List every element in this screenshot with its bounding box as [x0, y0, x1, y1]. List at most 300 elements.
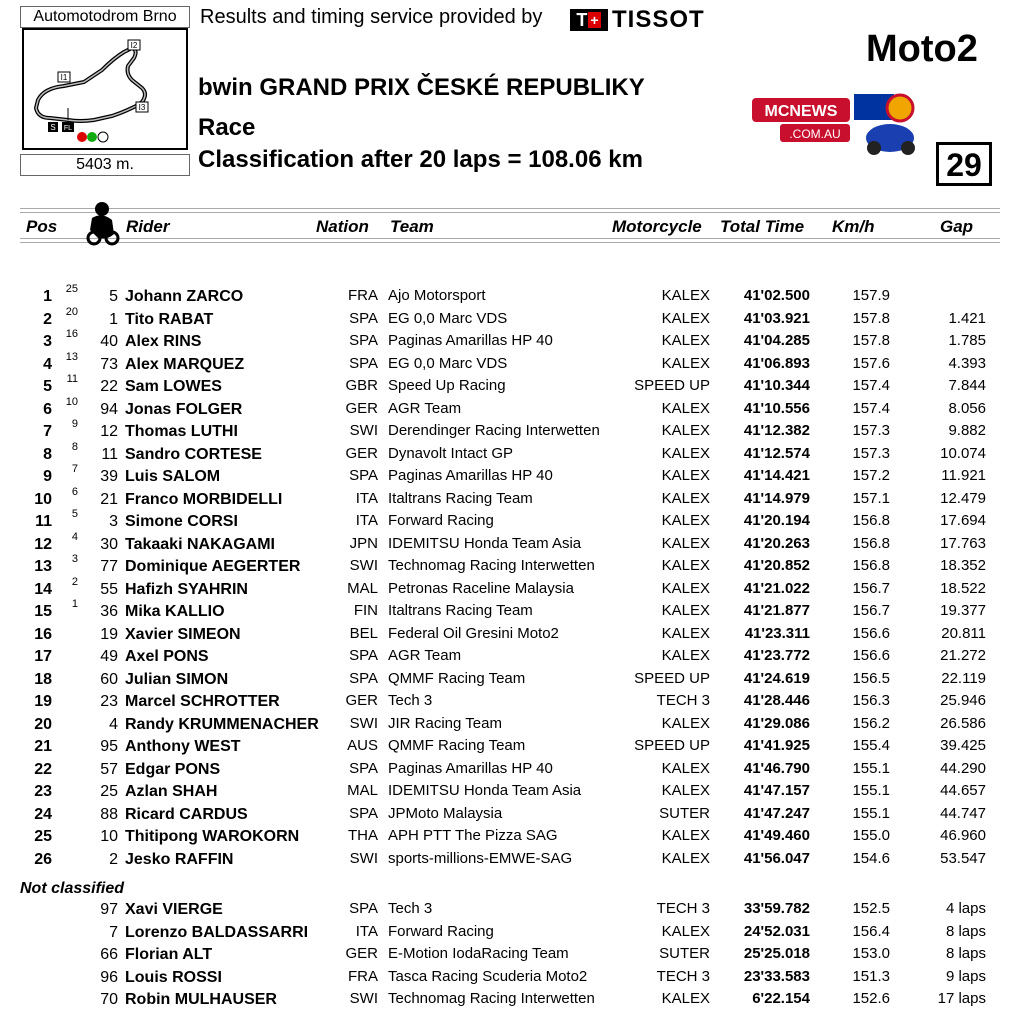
rider-name: Thomas LUTHI [125, 423, 238, 440]
rider-number: 2 [109, 850, 118, 868]
rider-number: 40 [100, 333, 118, 350]
sponsor-name: TISSOT [612, 6, 705, 33]
grid-position: 25 [65, 283, 78, 295]
motorcycle: SUTER [659, 945, 710, 962]
position: 4 [43, 355, 52, 373]
rider-name: Florian ALT [125, 946, 213, 963]
col-total-time: Total Time [720, 217, 805, 236]
gap: 26.586 [940, 714, 986, 732]
gap: 20.811 [941, 624, 986, 642]
grid-position: 13 [65, 350, 78, 363]
nation: FIN [353, 602, 378, 619]
table-row [0, 575, 1024, 602]
team: EG 0,0 Marc VDS [388, 309, 508, 327]
col-nation: Nation [316, 217, 369, 236]
motorcycle: KALEX [661, 849, 710, 867]
gap: 8.056 [948, 399, 986, 417]
gap: 44.657 [940, 782, 986, 799]
position: 22 [34, 760, 52, 778]
total-time: 33'59.782 [743, 900, 810, 917]
rider-number: 12 [100, 423, 118, 440]
nation: ITA [355, 922, 378, 940]
rule [20, 208, 1000, 209]
gap: 4.393 [948, 354, 986, 372]
table-row [0, 670, 1024, 692]
helmet-icon [887, 95, 913, 121]
nation: BEL [349, 624, 378, 642]
watermark-logo [750, 92, 936, 160]
rider-number: 70 [100, 991, 118, 1008]
nation: GBR [345, 377, 378, 394]
team: Tasca Racing Scuderia Moto2 [388, 967, 588, 985]
nation: SPA [349, 467, 378, 484]
motorcycle: KALEX [661, 624, 710, 642]
speed: 156.6 [852, 624, 890, 642]
gap: 18.352 [940, 557, 986, 574]
rider-name: Thitipong WAROKORN [125, 828, 300, 845]
speed: 152.5 [852, 900, 890, 917]
motorcycle: KALEX [661, 647, 710, 664]
col-pos: Pos [26, 217, 58, 236]
total-time: 41'10.344 [743, 377, 810, 394]
speed: 157.8 [852, 309, 890, 327]
speed: 154.6 [852, 849, 890, 867]
team: JPMoto Malaysia [388, 804, 503, 822]
team: Paginas Amarillas HP 40 [388, 467, 553, 484]
grid-position: 10 [65, 395, 78, 408]
position: 9 [43, 468, 52, 485]
grid-position: 20 [65, 305, 78, 318]
motorcycle: KALEX [661, 512, 710, 529]
rider-name: Julian SIMON [125, 670, 229, 688]
team: Paginas Amarillas HP 40 [388, 759, 553, 777]
nation: THA [348, 827, 378, 844]
nation: GER [345, 399, 378, 417]
motorcycle: SPEED UP [634, 737, 710, 754]
rider-name: Marcel SCHROTTER [125, 693, 280, 710]
position: 21 [34, 738, 52, 755]
rule [20, 242, 1000, 243]
rider-name: Alex MARQUEZ [125, 355, 245, 373]
rider-name: Mika KALLIO [125, 603, 225, 620]
total-time: 6'22.154 [752, 990, 810, 1007]
gap: 46.960 [940, 827, 986, 844]
table-row [0, 350, 1024, 377]
table-row [0, 625, 1024, 647]
position: 11 [35, 513, 52, 530]
speed: 156.4 [852, 922, 890, 940]
motorcycle: KALEX [661, 534, 710, 552]
position: 19 [34, 693, 52, 710]
team: Tech 3 [388, 692, 433, 709]
motorcycle: SPEED UP [634, 377, 710, 394]
gap: 17.694 [940, 512, 986, 529]
rider-number: 21 [100, 490, 118, 508]
col-gap: Gap [940, 217, 974, 236]
rider-name: Lorenzo BALDASSARRI [125, 923, 309, 941]
table-row [0, 827, 1024, 849]
table-row [0, 418, 1024, 444]
grid-position: 16 [65, 328, 78, 340]
rider-number: 5 [109, 288, 118, 305]
table-row [0, 923, 1024, 945]
rider-number: 19 [100, 625, 118, 643]
rider-number: 66 [100, 946, 118, 963]
position: 18 [34, 670, 52, 688]
total-time: 41'02.500 [743, 287, 810, 304]
table-row [0, 850, 1024, 872]
team: IDEMITSU Honda Team Asia [388, 534, 582, 552]
table-row [0, 647, 1024, 669]
table-row [0, 485, 1024, 512]
team: IDEMITSU Honda Team Asia [388, 782, 582, 799]
rider-number: 23 [100, 693, 118, 710]
position: 15 [34, 603, 52, 620]
gap: 9 laps [945, 967, 986, 985]
sponsor-logo [570, 6, 705, 33]
total-time: 41'12.574 [743, 444, 810, 462]
green-light-icon [87, 132, 97, 142]
rider-number: 49 [100, 648, 118, 665]
team: sports-millions-EMWE-SAG [388, 849, 573, 867]
speed: 155.1 [852, 804, 890, 822]
team: Forward Racing [388, 922, 494, 940]
speed: 152.6 [852, 990, 890, 1007]
gap: 4 laps [945, 900, 986, 917]
grid-position: 4 [71, 530, 78, 543]
grid-position: 3 [71, 553, 78, 565]
total-time: 41'10.556 [743, 399, 810, 417]
motorcycle: KALEX [661, 579, 710, 597]
table-row [0, 283, 1024, 309]
gap: 1.421 [948, 309, 986, 327]
speed: 157.6 [852, 354, 890, 372]
red-light-icon [77, 132, 87, 142]
nation: ITA [355, 489, 378, 507]
track-label-i2: I2 [130, 41, 138, 50]
nation: AUS [347, 737, 378, 754]
total-time: 24'52.031 [743, 922, 810, 940]
page-number: 29 [936, 142, 992, 186]
motorcycle: SUTER [659, 804, 710, 822]
gap: 7.844 [948, 377, 986, 394]
motorcycle: SPEED UP [634, 669, 710, 687]
speed: 153.0 [852, 945, 890, 962]
col-team: Team [390, 217, 434, 236]
track-map [22, 28, 188, 150]
rider-name: Simone CORSI [125, 513, 238, 530]
table-row [0, 508, 1024, 534]
motorcycle: KALEX [661, 287, 710, 304]
speed: 155.4 [852, 737, 890, 754]
rider-number: 25 [100, 783, 118, 800]
gap: 39.425 [940, 737, 986, 754]
total-time: 23'33.583 [743, 967, 810, 985]
speed: 155.1 [852, 759, 890, 777]
speed: 156.8 [852, 512, 890, 529]
total-time: 41'28.446 [743, 692, 810, 709]
total-time: 25'25.018 [743, 945, 810, 962]
rider-name: Luis SALOM [125, 468, 221, 485]
total-time: 41'49.460 [743, 827, 810, 844]
nation: SWI [349, 990, 378, 1007]
team: Speed Up Racing [388, 377, 506, 394]
team: QMMF Racing Team [388, 737, 526, 754]
rider-name: Dominique AEGERTER [125, 558, 301, 575]
nation: GER [345, 945, 378, 962]
gap: 25.946 [940, 692, 986, 709]
speed: 155.1 [852, 782, 890, 799]
rider-number: 57 [100, 760, 118, 778]
position: 3 [43, 333, 52, 350]
motorcycle: TECH 3 [656, 967, 710, 985]
table-row [0, 760, 1024, 782]
team: Derendinger Racing Interwetten [388, 422, 600, 439]
rider-icon [82, 200, 122, 246]
motorcycle: KALEX [661, 782, 710, 799]
rider-name: Edgar PONS [125, 760, 221, 778]
col-kmh: Km/h [832, 217, 875, 236]
gap: 17.763 [940, 534, 986, 552]
total-time: 41'56.047 [743, 849, 810, 867]
speed: 157.4 [852, 377, 890, 394]
total-time: 41'47.247 [743, 804, 810, 822]
speed: 157.8 [852, 332, 890, 349]
position: 1 [43, 288, 52, 305]
gap: 11.921 [941, 467, 986, 484]
rider-number: 3 [109, 513, 118, 530]
nation: SWI [349, 422, 378, 439]
gap: 53.547 [940, 849, 986, 867]
gap: 10.074 [940, 444, 986, 462]
nation: SWI [349, 849, 378, 867]
speed: 156.2 [852, 714, 890, 732]
rider-name: Hafizh SYAHRIN [125, 580, 248, 598]
grid-position: 2 [71, 575, 78, 588]
speed: 156.8 [852, 534, 890, 552]
nation: GER [345, 444, 378, 462]
rider-number: 36 [100, 603, 118, 620]
speed: 151.3 [852, 967, 890, 985]
team: Ajo Motorsport [388, 287, 486, 304]
table-row [0, 463, 1024, 489]
rider-number: 95 [100, 738, 118, 755]
rider-number: 10 [100, 828, 118, 845]
gap: 21.272 [940, 647, 986, 664]
grid-position: 6 [71, 485, 78, 498]
event-title: bwin GRAND PRIX ČESKÉ REPUBLIKY [198, 74, 645, 101]
speed: 157.9 [852, 287, 890, 304]
position: 14 [34, 580, 52, 598]
nation: MAL [347, 579, 378, 597]
team: Technomag Racing Interwetten [388, 557, 595, 574]
position: 6 [43, 400, 52, 418]
table-row [0, 737, 1024, 759]
not-classified-label: Not classified [20, 880, 125, 897]
team: AGR Team [388, 399, 462, 417]
table-row [0, 968, 1024, 990]
nation: GER [345, 692, 378, 709]
total-time: 41'21.022 [743, 579, 810, 597]
table-row [0, 782, 1024, 804]
rule [20, 212, 1000, 213]
team: Tech 3 [388, 900, 433, 917]
speed: 157.1 [852, 489, 890, 507]
team: APH PTT The Pizza SAG [388, 827, 558, 844]
position: 16 [34, 625, 52, 643]
rider-name: Jesko RAFFIN [125, 850, 234, 868]
nation: SPA [349, 804, 378, 822]
rider-number: 97 [100, 901, 118, 918]
rider-name: Alex RINS [125, 333, 202, 350]
total-time: 41'03.921 [743, 309, 810, 327]
timing-credit: Results and timing service provided by [200, 6, 543, 28]
team: E-Motion IodaRacing Team [388, 945, 569, 962]
speed: 155.0 [852, 827, 890, 844]
table-row [0, 715, 1024, 737]
total-time: 41'41.925 [743, 737, 810, 754]
nation: SPA [349, 759, 378, 777]
rider-name: Randy KRUMMENACHER [125, 715, 319, 733]
rider-name: Louis ROSSI [125, 968, 222, 986]
nation: SWI [349, 557, 378, 574]
position: 17 [34, 648, 52, 665]
table-row [0, 328, 1024, 354]
total-time: 41'46.790 [743, 759, 810, 777]
table-row [0, 945, 1024, 967]
total-time: 41'23.311 [744, 624, 810, 642]
nation: SPA [349, 900, 378, 917]
grid-position: 7 [71, 463, 78, 475]
nation: MAL [347, 782, 378, 799]
team: Dynavolt Intact GP [388, 444, 514, 462]
speed: 156.3 [852, 692, 890, 709]
speed: 156.7 [852, 602, 890, 619]
team: Italtrans Racing Team [388, 602, 533, 619]
motorcycle: KALEX [661, 557, 710, 574]
rider-number: 60 [100, 670, 118, 688]
rider-name: Takaaki NAKAGAMI [125, 535, 275, 553]
table-row [0, 305, 1024, 332]
speed: 156.5 [852, 669, 890, 687]
track-label-fl: FL [63, 125, 73, 132]
motorcycle: TECH 3 [656, 692, 710, 709]
nation: FRA [348, 967, 378, 985]
rider-name: Ricard CARDUS [125, 805, 248, 823]
rider-number: 96 [100, 968, 118, 986]
team: QMMF Racing Team [388, 669, 526, 687]
speed: 157.3 [852, 444, 890, 462]
motorcycle: KALEX [661, 827, 710, 844]
team: Paginas Amarillas HP 40 [388, 332, 553, 349]
rider-number: 11 [101, 445, 118, 463]
position: 8 [43, 445, 52, 463]
rider-number: 77 [100, 558, 118, 575]
rider-number: 4 [109, 715, 118, 733]
nation: SPA [349, 354, 378, 372]
grid-position: 1 [71, 598, 78, 610]
total-time: 41'21.877 [743, 602, 810, 619]
speed: 157.4 [852, 399, 890, 417]
position: 26 [34, 850, 52, 868]
track-label-s: S [50, 123, 56, 132]
rider-number: 73 [100, 355, 118, 373]
total-time: 41'20.852 [743, 557, 810, 574]
rider-name: Xavi VIERGE [125, 901, 223, 918]
motorcycle: KALEX [661, 602, 710, 619]
track-length: 5403 m. [20, 154, 190, 176]
rider-number: 94 [100, 400, 118, 418]
rider-number: 88 [100, 805, 118, 823]
gap: 44.747 [940, 804, 986, 822]
nation: SPA [349, 309, 378, 327]
position: 12 [34, 535, 52, 553]
gap: 22.119 [941, 669, 986, 687]
total-time: 41'29.086 [743, 714, 810, 732]
col-motorcycle: Motorcycle [612, 217, 702, 236]
motorcycle: KALEX [661, 422, 710, 439]
gap: 9.882 [948, 422, 986, 439]
class-name: Moto2 [866, 28, 978, 70]
grid-position: 8 [71, 440, 78, 453]
nation: SPA [349, 669, 378, 687]
team: AGR Team [388, 647, 462, 664]
motorcycle: KALEX [661, 990, 710, 1007]
total-time: 41'20.263 [743, 534, 810, 552]
rider-name: Franco MORBIDELLI [125, 490, 283, 508]
gap: 12.479 [940, 489, 986, 507]
position: 5 [43, 378, 52, 395]
position: 13 [34, 558, 52, 575]
classification-title: Classification after 20 laps = 108.06 km [198, 146, 643, 173]
total-time: 41'14.421 [743, 467, 810, 484]
rider-name: Azlan SHAH [125, 783, 218, 800]
gap: 18.522 [940, 579, 986, 597]
team: JIR Racing Team [388, 714, 502, 732]
rider-name: Johann ZARCO [125, 288, 244, 305]
speed: 156.6 [852, 647, 890, 664]
table-row [0, 553, 1024, 579]
rider-number: 55 [100, 580, 118, 598]
motorcycle: KALEX [661, 354, 710, 372]
rider-name: Tito RABAT [125, 310, 214, 328]
rider-number: 1 [109, 310, 118, 328]
track-label-i3: I3 [138, 103, 146, 112]
table-row [0, 900, 1024, 922]
grid-position: 9 [71, 418, 78, 430]
rule [20, 238, 1000, 239]
gap: 17 laps [937, 990, 986, 1007]
motorcycle: KALEX [661, 332, 710, 349]
gap: 8 laps [945, 922, 986, 940]
rider-name: Robin MULHAUSER [125, 991, 277, 1008]
motorcycle: KALEX [661, 444, 710, 462]
rider-name: Jonas FOLGER [125, 400, 243, 418]
rider-number: 7 [109, 923, 118, 941]
team: Petronas Raceline Malaysia [388, 579, 574, 597]
grid-position: 11 [66, 373, 78, 385]
rider-name: Xavier SIMEON [125, 625, 241, 643]
motorcycle: TECH 3 [656, 900, 710, 917]
total-time: 41'47.157 [743, 782, 810, 799]
table-row [0, 990, 1024, 1012]
motorcycle: KALEX [661, 309, 710, 327]
rider-name: Axel PONS [125, 648, 209, 665]
team: Technomag Racing Interwetten [388, 990, 595, 1007]
table-row [0, 395, 1024, 422]
team: Federal Oil Gresini Moto2 [388, 624, 559, 642]
position: 20 [34, 715, 52, 733]
